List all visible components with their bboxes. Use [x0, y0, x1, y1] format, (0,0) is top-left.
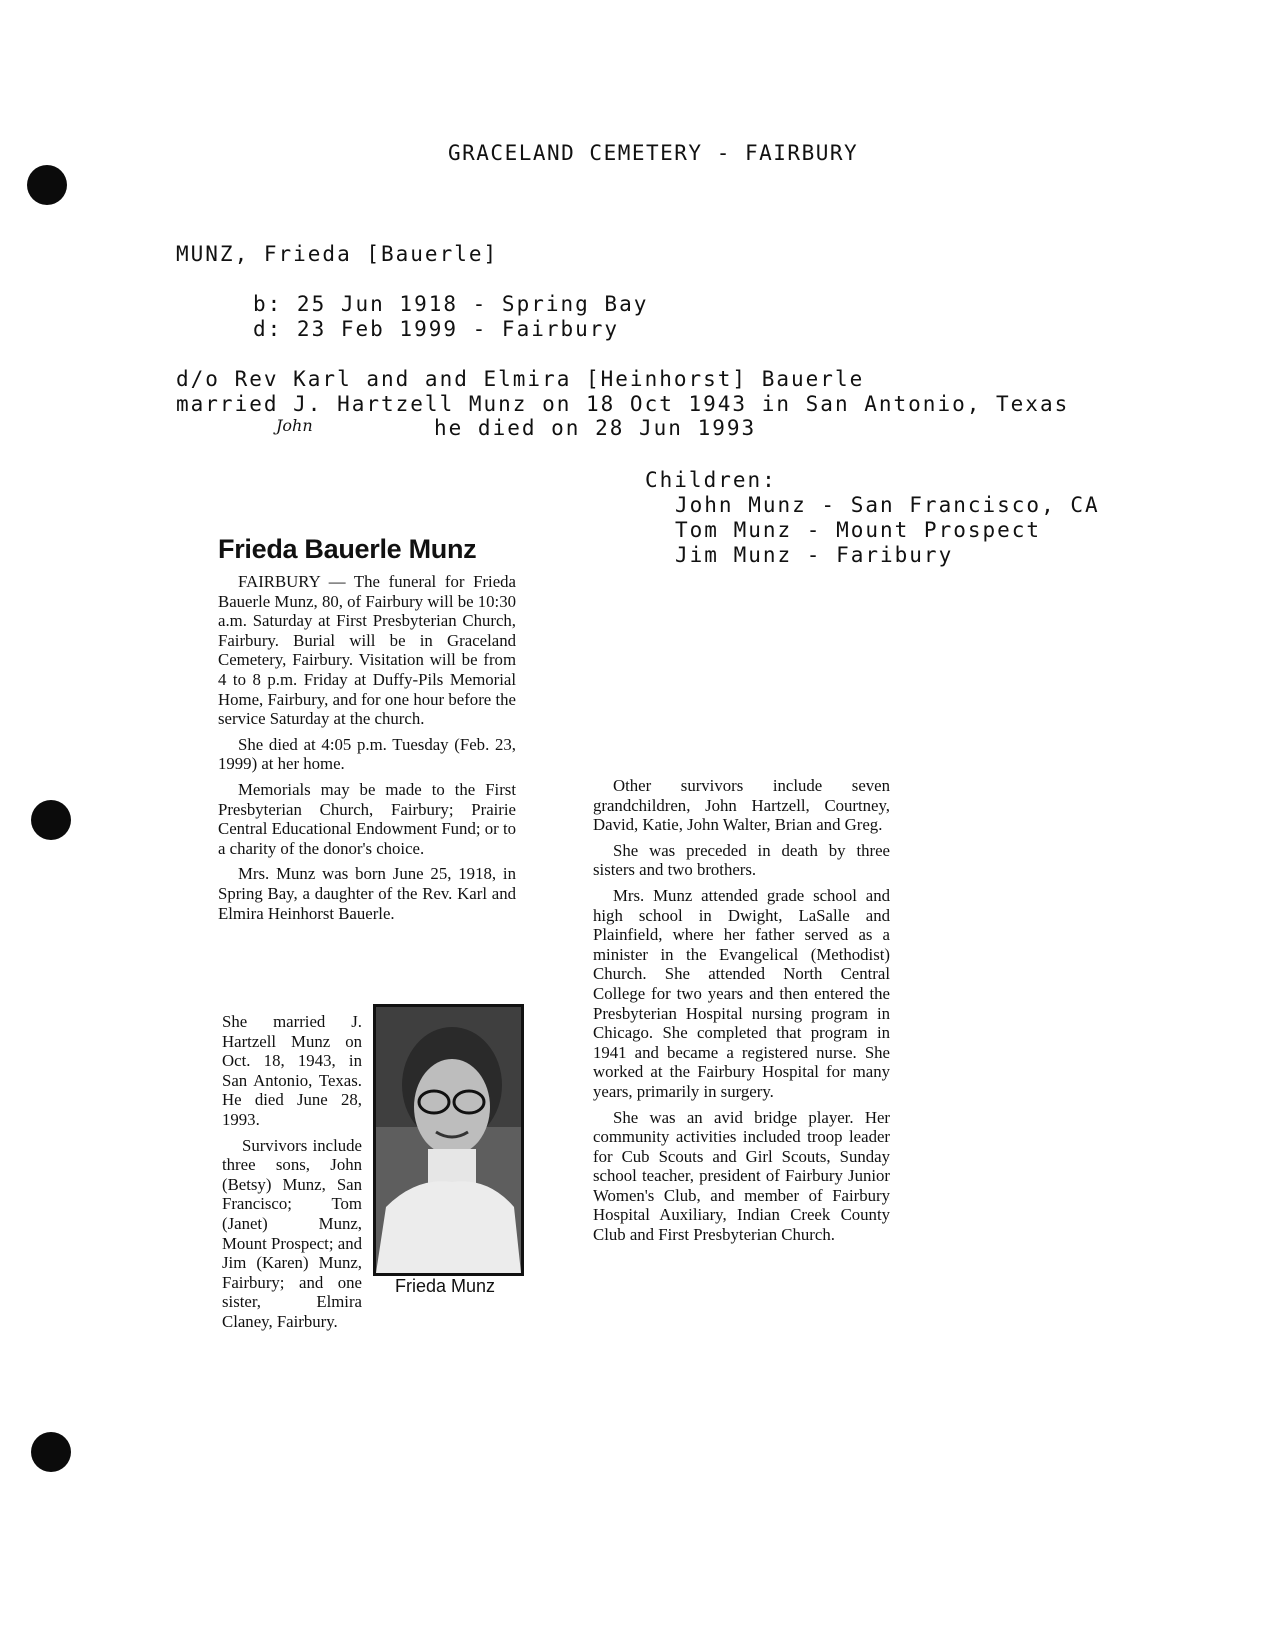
obituary-paragraph: She was preceded in death by three sisters and two brothers.	[593, 840, 890, 880]
birth-line: b: 25 Jun 1918 - Spring Bay	[253, 292, 649, 316]
obituary-paragraph: Mrs. Munz was born June 25, 1918, in Spring Bay, a daughter of the Rev. Karl and Elmira Heinhorst Bauerle.	[218, 864, 516, 923]
child-2: Tom Munz - Mount Prospect	[675, 518, 1042, 542]
obituary-wrap-column	[222, 1012, 362, 1338]
spouse-death-line: he died on 28 Jun 1993	[434, 416, 757, 440]
binder-hole-top	[27, 165, 67, 205]
cemetery-title: GRACELAND CEMETERY - FAIRBURY	[448, 141, 859, 165]
death-line: d: 23 Feb 1999 - Fairbury	[253, 317, 620, 341]
obituary-paragraph: She died at 4:05 p.m. Tuesday (Feb. 23, 1999) at her home.	[218, 734, 516, 774]
portrait-photo	[373, 1004, 524, 1276]
obituary-headline: Frieda Bauerle Munz	[218, 534, 477, 564]
obituary-right-column	[593, 776, 890, 1251]
marriage-line: married J. Hartzell Munz on 18 Oct 1943 in San Antonio, Texas	[176, 392, 1070, 416]
binder-hole-bottom	[31, 1432, 71, 1472]
obituary-left-column	[218, 572, 516, 929]
obituary-paragraph: Other survivors include seven grandchildren, John Hartzell, Courtney, David, Katie, John Walter, Brian and Greg.	[593, 776, 890, 835]
child-1: John Munz - San Francisco, CA	[675, 493, 1100, 517]
obituary-paragraph: Survivors include three sons, John (Betsy) Munz, San Francisco; Tom (Janet) Munz, Mount Prospect; and Jim (Karen) Munz, Fairbury; and one sister, Elmira Claney, Fairbury.	[222, 1135, 362, 1331]
parents-line: d/o Rev Karl and and Elmira [Heinhorst] Bauerle	[176, 367, 865, 391]
photo-caption: Frieda Munz	[394, 1276, 496, 1296]
obituary-paragraph: Memorials may be made to the First Presbyterian Church, Fairbury; Prairie Central Educational Endowment Fund; or to a charity of the donor's choice.	[218, 779, 516, 858]
portrait-image	[376, 1007, 521, 1273]
obituary-paragraph: Mrs. Munz attended grade school and high school in Dwight, LaSalle and Plainfield, where her father served as a minister in the Evangelical (Methodist) Church. She attended North Central College for two years and then entered the Presbyterian Hospital nursing program in Chicago. She completed that program in 1941 and became a registered nurse. She worked at the Fairbury Hospital for many years, primarily in surgery.	[593, 885, 890, 1101]
obituary-paragraph: She was an avid bridge player. Her community activities included troop leader for Cub Scouts and Girl Scouts, Sunday school teacher, president of Fairbury Junior Women's Club, and member of Fairbury Hospital Auxiliary, Indian Creek County Club and First Presbyterian Church.	[593, 1107, 890, 1245]
children-heading: Children:	[645, 468, 777, 492]
binder-hole-middle	[31, 800, 71, 840]
record-name: MUNZ, Frieda [Bauerle]	[176, 242, 499, 266]
handwritten-name-note: John	[276, 416, 313, 435]
child-3: Jim Munz - Faribury	[675, 543, 954, 567]
obituary-paragraph: FAIRBURY — The funeral for Frieda Bauerle Munz, 80, of Fairbury will be 10:30 a.m. Saturday at First Presbyterian Church, Fairbury. Burial will be in Graceland Cemetery, Fairbury. Visitation will be from 4 to 8 p.m. Friday at Duffy-Pils Memorial Home, Fairbury, and for one hour before the service Saturday at the church.	[218, 572, 516, 729]
obituary-paragraph: She married J. Hartzell Munz on Oct. 18, 1943, in San Antonio, Texas. He died June 28, 1993.	[222, 1012, 362, 1129]
